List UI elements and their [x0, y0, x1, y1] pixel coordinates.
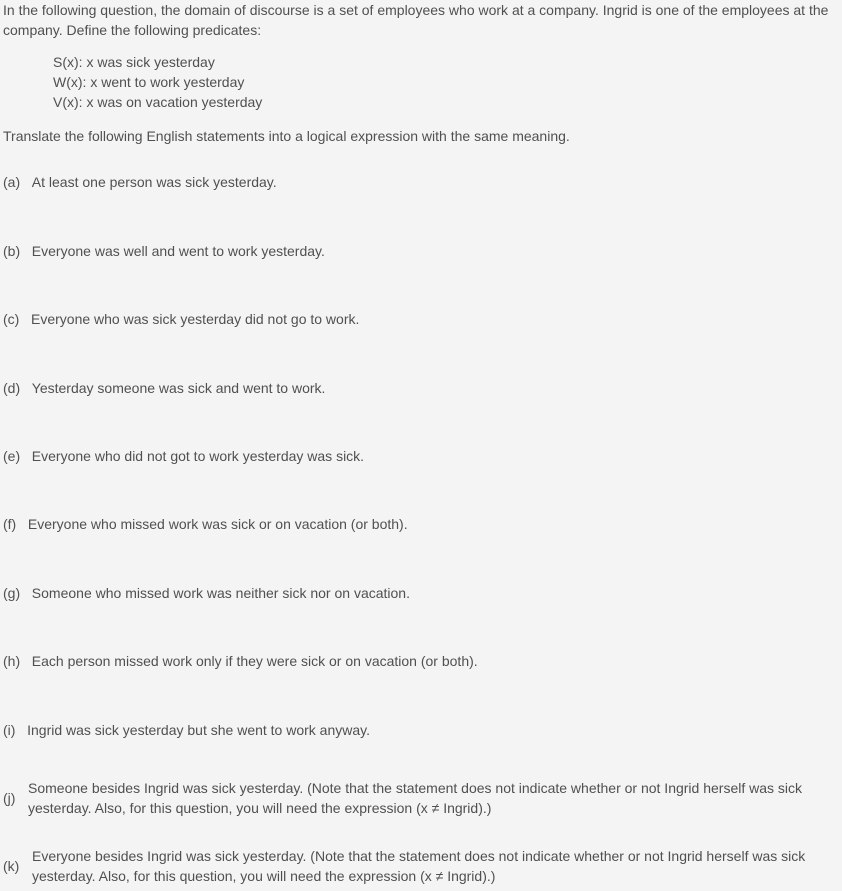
question-g [3, 583, 839, 603]
question-b [3, 241, 839, 261]
question-label: (k) [3, 858, 20, 874]
intro-text: In the following question, the domain of discourse is a set of employees who work at a company. Ingrid is one of the employees at the company. Define the following predicates: [3, 2, 829, 38]
question-c [3, 309, 839, 329]
question-e [3, 446, 839, 466]
question-text: Everyone who was sick yesterday did not go to work. [31, 311, 360, 327]
question-label: (c) [3, 311, 20, 327]
question-text: Everyone was well and went to work yesterday. [31, 243, 325, 259]
question-j [3, 778, 839, 818]
question-d [3, 378, 839, 398]
question-i [3, 720, 839, 740]
predicate-w: W(x): x went to work yesterday [53, 74, 245, 90]
question-text: Everyone besides Ingrid was sick yesterday. (Note that the statement does not indicate whether or not Ingrid herself was sick yesterday. Also, for this question, you will need the expression (x ≠ Ingrid).) [32, 848, 806, 884]
question-text: Someone besides Ingrid was sick yesterday. (Note that the statement does not indicate whether or not Ingrid herself was sick yesterday. Also, for this question, you will need the expression (x ≠ Ingrid).) [28, 780, 803, 816]
question-label: (f) [3, 516, 17, 532]
question-text: At least one person was sick yesterday. [31, 174, 277, 190]
question-h [3, 651, 839, 671]
question-text: Someone who missed work was neither sick nor on vacation. [31, 585, 410, 601]
predicate-v: V(x): x was on vacation yesterday [53, 94, 263, 110]
question-label: (e) [3, 448, 21, 464]
question-label: (j) [3, 790, 16, 806]
question-label: (d) [3, 380, 21, 396]
question-text: Ingrid was sick yesterday but she went to work anyway. [27, 722, 370, 738]
question-label: (g) [3, 585, 21, 601]
question-text: Everyone who missed work was sick or on vacation (or both). [27, 516, 408, 532]
question-text: Each person missed work only if they were sick or on vacation (or both). [31, 653, 478, 669]
question-a [3, 172, 839, 192]
question-label: (h) [3, 653, 21, 669]
question-label: (i) [3, 722, 16, 738]
predicate-s: S(x): x was sick yesterday [53, 54, 215, 70]
question-label: (a) [3, 174, 21, 190]
question-k [3, 846, 839, 886]
question-label: (b) [3, 243, 21, 259]
predicate-list [53, 52, 262, 112]
instruction-text: Translate the following English statements into a logical expression with the same meaning. [3, 128, 570, 144]
question-text: Everyone who did not got to work yesterday was sick. [31, 448, 365, 464]
question-text: Yesterday someone was sick and went to work. [31, 380, 326, 396]
question-f [3, 514, 839, 534]
